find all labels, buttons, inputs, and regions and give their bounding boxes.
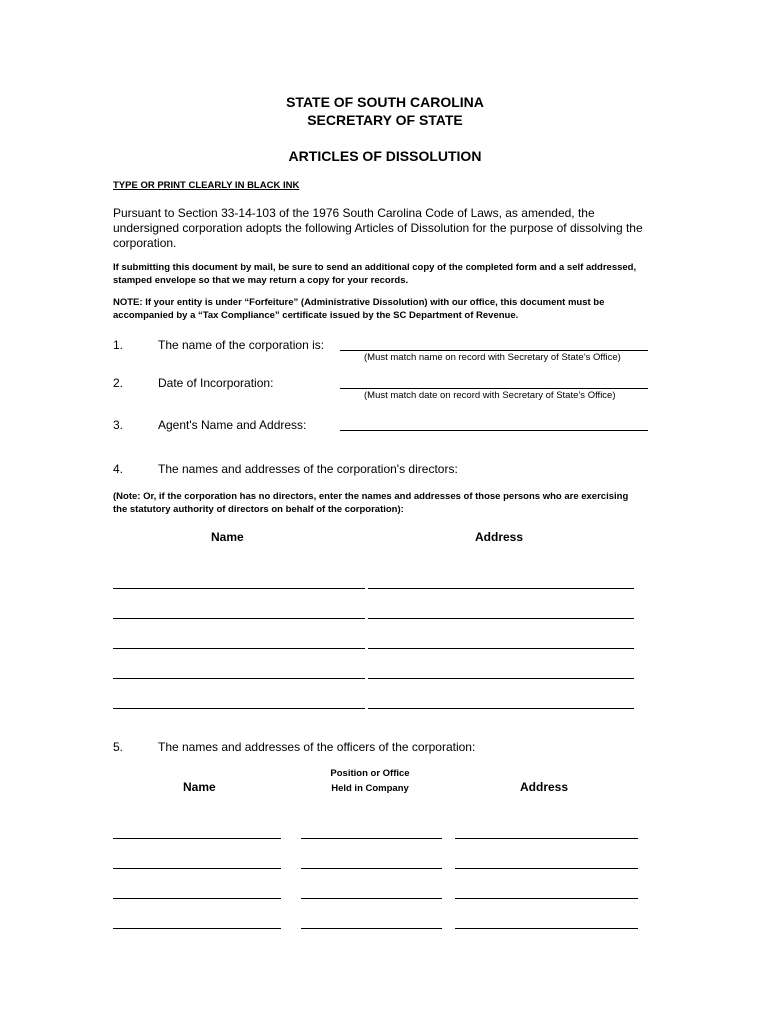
item-2-hint: (Must match date on record with Secretary of State’s Office) <box>364 390 616 401</box>
item-5-label: The names and addresses of the officers of the corporation: <box>158 740 476 754</box>
item-2-number: 2. <box>113 376 124 390</box>
directors-address-header: Address <box>475 530 524 544</box>
director-4-name-line <box>113 678 365 679</box>
officer-4-address[interactable] <box>455 912 638 928</box>
item-3-label: Agent's Name and Address: <box>158 418 307 432</box>
officers-position-header <box>300 766 440 796</box>
corporation-name-line <box>340 350 648 351</box>
officers-position-header-line2: Held in Company <box>331 783 409 794</box>
director-3-address-line <box>368 648 634 649</box>
director-2-name-line <box>113 618 365 619</box>
officer-2-address-line <box>455 868 638 869</box>
director-2-name[interactable] <box>113 602 365 618</box>
officer-2-position[interactable] <box>301 852 442 868</box>
mail-note: If submitting this document by mail, be sure to send an additional copy of the completed form and a self addressed, stamped envelope so that we may return a copy for your records. <box>113 262 637 286</box>
director-1-name-line <box>113 588 365 589</box>
item-1-label: The name of the corporation is: <box>158 338 325 352</box>
officer-2-address[interactable] <box>455 852 638 868</box>
item-3-number: 3. <box>113 418 124 432</box>
officer-4-position-line <box>301 928 442 929</box>
officer-4-address-line <box>455 928 638 929</box>
director-5-address-line <box>368 708 634 709</box>
officer-3-address-line <box>455 898 638 899</box>
directors-note: (Note: Or, if the corporation has no directors, enter the names and addresses of those persons who are exercising the statutory authority of directors on behalf of the corporation): <box>113 491 629 515</box>
item-1-hint: (Must match name on record with Secretary of State’s Office) <box>364 352 621 363</box>
item-2-label: Date of Incorporation: <box>158 376 274 390</box>
item-5-number: 5. <box>113 740 124 754</box>
officer-4-name[interactable] <box>113 912 281 928</box>
officers-name-header: Name <box>183 780 216 794</box>
director-1-address[interactable] <box>368 572 634 588</box>
officer-4-name-line <box>113 928 281 929</box>
director-4-name[interactable] <box>113 662 365 678</box>
item-4-number: 4. <box>113 462 124 476</box>
director-3-name-line <box>113 648 365 649</box>
director-4-address[interactable] <box>368 662 634 678</box>
officer-1-address-line <box>455 838 638 839</box>
item-1-number: 1. <box>113 338 124 352</box>
agent-field[interactable] <box>340 414 648 430</box>
forfeiture-note: NOTE: If your entity is under “Forfeiture” (Administrative Dissolution) with our office, this document must be accompanied by a “Tax Compliance” certificate issued by the SC Department of Revenue. <box>113 297 605 321</box>
officer-1-name-line <box>113 838 281 839</box>
officer-1-position-line <box>301 838 442 839</box>
intro-paragraph: Pursuant to Section 33-14-103 of the 1976 South Carolina Code of Laws, as amended, the undersigned corporation adopts the following Articles of Dissolution for the purpose of dissolving the corporation. <box>113 206 643 250</box>
officer-3-position[interactable] <box>301 882 442 898</box>
director-1-address-line <box>368 588 634 589</box>
form-title: ARTICLES OF DISSOLUTION <box>288 148 482 164</box>
officer-2-position-line <box>301 868 442 869</box>
director-3-address[interactable] <box>368 632 634 648</box>
officers-address-header: Address <box>520 780 569 794</box>
ink-instruction: TYPE OR PRINT CLEARLY IN BLACK INK <box>113 180 300 191</box>
officer-3-position-line <box>301 898 442 899</box>
director-2-address-line <box>368 618 634 619</box>
officer-3-address[interactable] <box>455 882 638 898</box>
item-4-label: The names and addresses of the corporation's directors: <box>158 462 458 476</box>
director-5-name-line <box>113 708 365 709</box>
directors-name-header: Name <box>211 530 244 544</box>
state-heading: STATE OF SOUTH CAROLINA <box>286 94 484 110</box>
officer-1-address[interactable] <box>455 822 638 838</box>
officer-3-name-line <box>113 898 281 899</box>
director-1-name[interactable] <box>113 572 365 588</box>
officer-4-position[interactable] <box>301 912 442 928</box>
secretary-heading: SECRETARY OF STATE <box>307 112 463 128</box>
director-3-name[interactable] <box>113 632 365 648</box>
director-2-address[interactable] <box>368 602 634 618</box>
officer-2-name[interactable] <box>113 852 281 868</box>
director-4-address-line <box>368 678 634 679</box>
incorporation-date-field[interactable] <box>340 372 648 388</box>
officers-position-header-line1: Position or Office <box>330 768 410 779</box>
agent-line <box>340 430 648 431</box>
incorporation-date-line <box>340 388 648 389</box>
officer-1-name[interactable] <box>113 822 281 838</box>
director-5-name[interactable] <box>113 692 365 708</box>
officer-2-name-line <box>113 868 281 869</box>
corporation-name-field[interactable] <box>340 334 648 350</box>
officer-3-name[interactable] <box>113 882 281 898</box>
director-5-address[interactable] <box>368 692 634 708</box>
officer-1-position[interactable] <box>301 822 442 838</box>
